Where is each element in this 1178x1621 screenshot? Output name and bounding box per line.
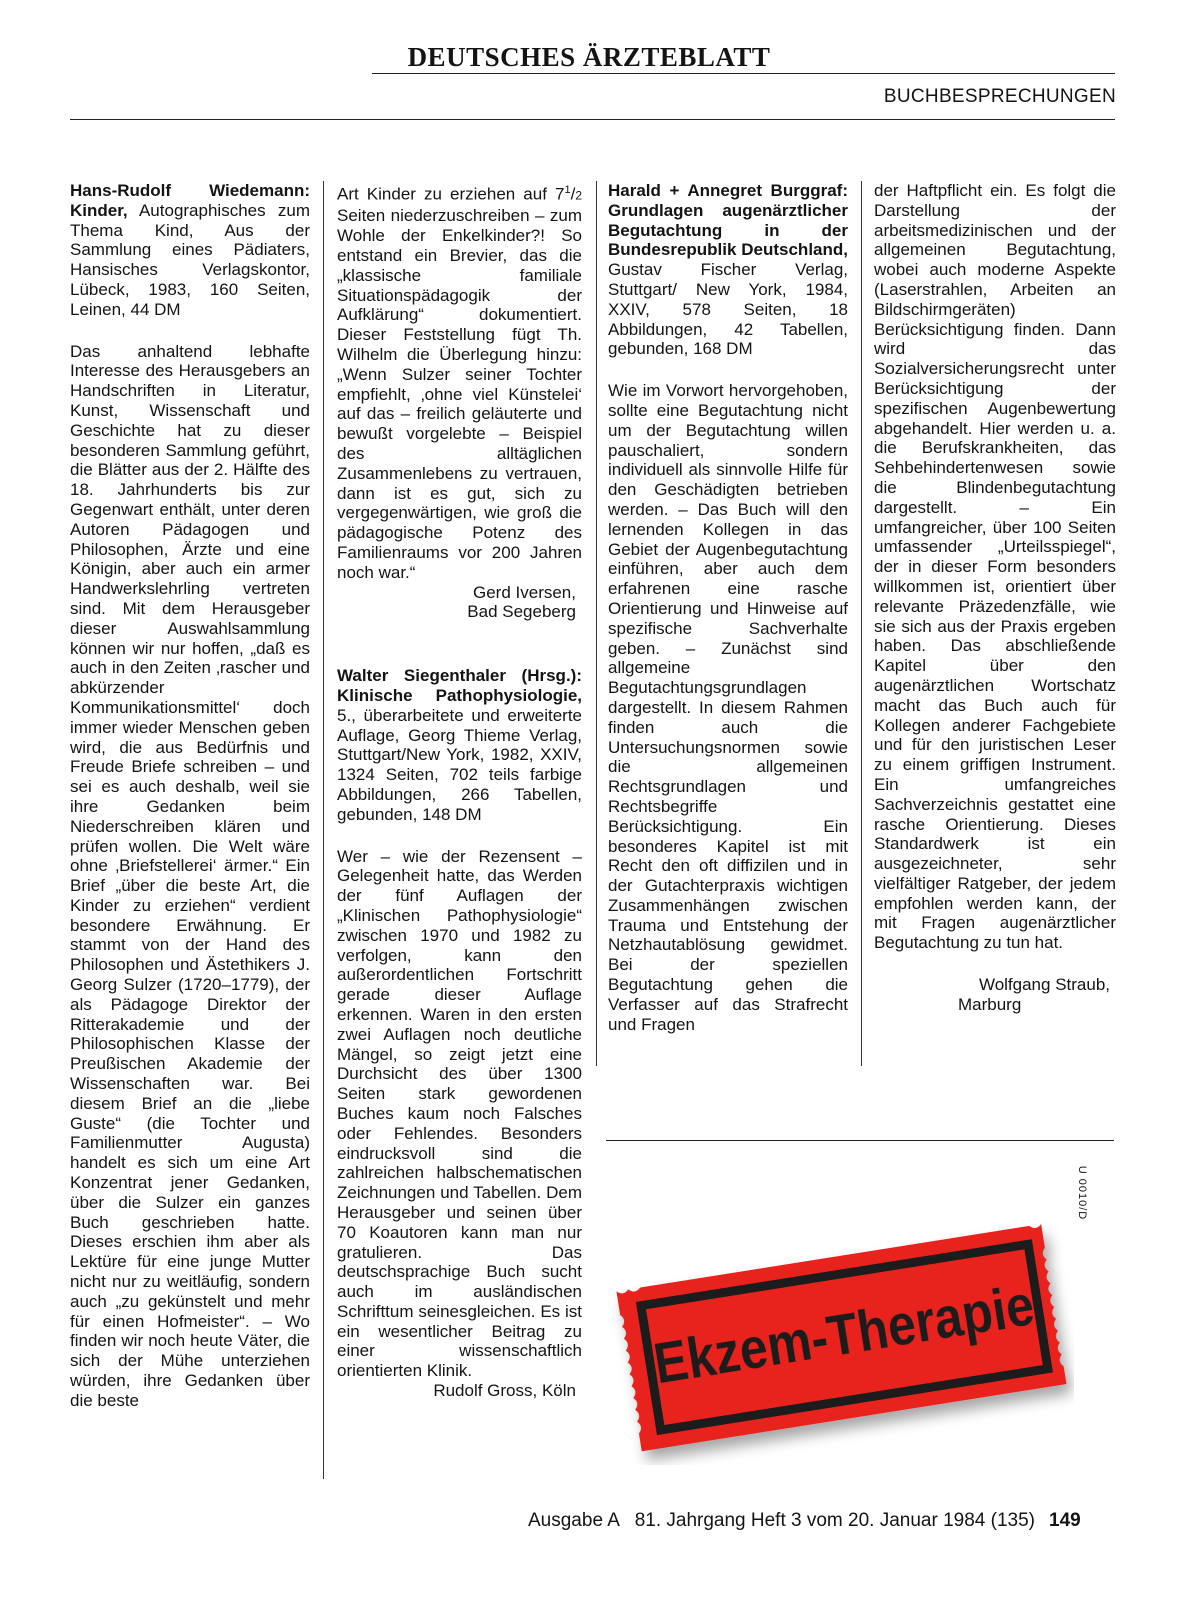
ad-code: U 0010/D [1076, 1165, 1088, 1221]
review-bibliography: Autographisches zum Thema Kind, Aus der Sammlung eines Pädiaters, Hansisches Verlagskontor, Lübeck, 1983, 160 Seiten, Leinen, 44 DM [70, 200, 310, 319]
review-heading [608, 181, 848, 359]
ad-rule [606, 1140, 1114, 1141]
review-bibliography: 5., überarbeitete und erweiterte Auflage, Georg Thieme Verlag, Stuttgart/New York, 1982, XXIV, 1324 Seiten, 702 teils farbige Abbildungen, 266 Tabellen, gebunden, 148 DM [337, 705, 582, 824]
ad-label: Ekzem-Therapie [649, 1272, 1039, 1397]
review-body-continued: Art Kinder zu erziehen auf $7^1/2$ Seiten niederzuschreiben – zum Wohle der Enkelkinder?! So entstand ein Brevier, das die „klassische familiale Situationspädagogik der Aufklärung“ dokumentiert. Dieser Feststellung fügt Th. Wilhelm die Überlegung hinzu: „Wenn Sulzer seiner Tochter empfiehlt, ‚ohne viel Künstelei‘ auf das – freilich geläuterte und bewußt vorgelebte – Beispiel des alltäglichen Zusammenlebens zu vertrauen, dann ist es gut, sich zu vergegenwärtigen, wie groß die pädagogische Potenz des Familienraums vor 200 Jahren noch war.“ [337, 184, 582, 582]
reviewer-name: Gerd Iversen, [473, 582, 576, 602]
review-body-continued: der Haftpflicht ein. Es folgt die Darstellung der arbeitsmedizinischen und der allgemeinen Begutachtung, wobei auch moderne Aspekte (Laserstrahlen, Arbeiten an Bildschirmgeräten) Berücksichtigung finden. Dann wird das Sozialversicherungsrecht unter Berücksichtigung der spezifischen Augenbewertung abgehandelt. Hier werden u. a. die Berufskrankheiten, das Sehbehindertenwesen sowie die Blindenbegutachtung dargestellt. – Ein umfangreicher, über 100 Seiten umfassender „Urteilsspiegel“, der in dieser Form besonders willkommen ist, orientiert über relevante Präzedenzfälle, wie sie sich aus der Praxis ergeben haben. Das abschließende Kapitel über den augenärztlichen Wortschatz macht das Buch auch für Kollegen anderer Fachgebiete und für den juristischen Leser zu einem griffigen Instrument. Ein umfangreiches Sachverzeichnis gestattet eine rasche Orientierung. Dieses Standardwerk ist ein ausgezeichneter, sehr vielfältiger Ratgeber, der jedem empfohlen werden kann, der mit Fragen augenärztlicher Begutachtung zu tun hat. [874, 181, 1116, 953]
reviewer-city: Marburg [958, 994, 1022, 1014]
review-author-title: Harald + Annegret Burggraf: Grundlagen augenärztlicher Begutachtung in der Bundesrepublik Deutschland, [608, 181, 848, 260]
reviewer-name: Wolfgang Straub, [978, 975, 1110, 995]
column-1 [70, 181, 310, 1411]
review-body: Wie im Vorwort hervorgehoben, sollte eine Begutachtung nicht um der Begutachtung willen pauschaliert, sondern individuell als sinnvolle Hilfe für den Geschädigten betrieben werden. – Das Buch will den lernenden Kollegen in das Gebiet der Augenbegutachtung einführen, aber auch dem erfahrenen eine rasche Orientierung und Hinweise auf spezifische Sachverhalte geben. – Zunächst sind allgemeine Begutachtungsgrundlagen dargestellt. In diesem Rahmen finden auch die Untersuchungsnormen sowie die allgemeinen Rechtsgrundlagen und Rechtsbegriffe Berücksichtigung. Ein besonderes Kapitel ist mit Recht den oft diffizilen und in der Gutachterpraxis wichtigen Zusammenhängen zwischen Trauma und Entstehung der Netzhautablösung gewidmet. Bei der speziellen Begutachtung gehen die Verfasser auf das Strafrecht und Fragen [608, 381, 848, 1034]
reviewer-city: Bad Segeberg [467, 602, 576, 622]
page-number: 149 [1049, 1510, 1081, 1531]
reviewer-signature: Rudolf Gross, Köln [433, 1381, 576, 1401]
review-heading [70, 181, 310, 320]
review-body: Wer – wie der Rezensent – Gelegenheit hatte, das Werden der fünf Auflagen der „Klinischen Pathophysiologie“ zwischen 1970 und 1982 zu verfolgen, kann den außerordentlichen Fortschritt gerade dieser Auflage erkennen. Waren in den ersten zwei Auflagen noch deutliche Mängel, so zeigt jetzt eine Durchsicht des über 1300 Seiten stark gewordenen Buches kaum noch Falsches oder Fehlendes. Besonders eindrucksvoll sind die zahlreichen halbschematischen Zeichnungen und Tabellen. Dem Herausgeber und seinen über 70 Koautoren kann man nur gratulieren. Das deutschsprachige Buch sucht auch im ausländischen Schrifttum seinesgleichen. Es ist ein wesentlicher Beitrag zu einer wissenschaftlich orientierten Klinik. [337, 846, 582, 1381]
column-4 [874, 181, 1116, 1015]
column-divider [861, 181, 862, 1066]
section-title: BUCHBESPRECHUNGEN [883, 86, 1116, 107]
column-divider [323, 181, 324, 1479]
column-divider [596, 181, 597, 1066]
review-heading [337, 666, 582, 824]
review-body: Das anhaltend lebhafte Interesse des Herausgebers an Handschriften in Literatur, Kunst, Wissenschaft und Geschichte hat zu dieser besonderen Sammlung geführt, die Blätter aus der 2. Hälfte des 18. Jahrhunderts bis zur Gegenwart enthält, unter deren Autoren Pädagogen und Philosophen, Ärzte und eine Königin, aber auch ein armer Handwerkslehrling vertreten sind. Mit dem Herausgeber dieser Auswahlsammlung können wir nur hoffen, „daß es auch in den Zeiten ‚rascher und abkürzender Kommunikationsmittel‘ doch immer wieder Menschen geben wird, die aus Bedürfnis und Freude Briefe schreiben – und sei es auch deshalb, weil sie ihre Gedanken beim Niederschreiben klären und prüfen wollen. Die Welt wäre ohne ‚Briefstellerei‘ ärmer.“ Ein Brief „über die beste Art, die Kinder zu erziehen“ verdient besondere Erwähnung. Er stammt von der Hand des Philosophen und Ästethikers J. Georg Sulzer (1720–1779), der als Pädagoge Direktor der Ritterakademie und der Philosophischen Klasse der Preußischen Akademie der Wissenschaften war. Bei diesem Brief an die „liebe Guste“ (die Tochter und Familienmutter Augusta) handelt es sich um eine Art Konzentrat jener Gedanken, über die Sulzer ein ganzes Buch geschrieben hatte. Dieses erschien ihm aber als Lektüre für eine junge Mutter nicht nur zu weitläufig, sondern auch „zu gekünstelt und mehr für einen Hofmeister“. – Wo finden wir noch heute Väter, die sich der Mühe unterziehen würden, ihre Gedanken über die beste [70, 341, 310, 1410]
journal-title: DEUTSCHES ÄRZTEBLATT [407, 42, 771, 72]
review-author-title: Walter Siegenthaler (Hrsg.): Klinische Pathophysiologie, [337, 666, 582, 705]
issue-info: Ausgabe A 81. Jahrgang Heft 3 vom 20. Januar 1984 (135) [528, 1510, 1036, 1531]
column-3 [608, 181, 848, 1034]
header-rule-bottom [70, 119, 1115, 120]
review-author-title: Hans-Rudolf Wiedemann: Kinder, [70, 181, 310, 220]
review-bibliography: Gustav Fischer Verlag, Stuttgart/ New York, 1984, XXIV, 578 Seiten, 18 Abbildungen, 42 Tabellen, gebunden, 168 DM [608, 260, 848, 359]
header-rule [372, 73, 1115, 74]
column-2 [337, 181, 582, 1401]
footer [528, 1510, 1081, 1532]
ad-ticket-graphic [604, 1205, 1074, 1465]
